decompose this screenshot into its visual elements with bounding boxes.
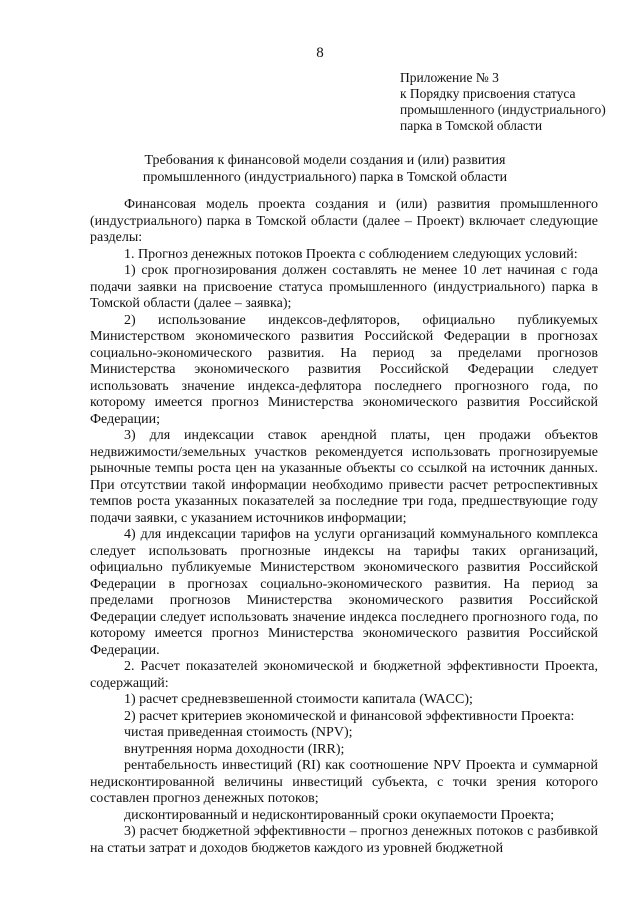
paragraph: 2. Расчет показателей экономической и бюджетной эффективности Проекта, содержащий: (90, 659, 598, 691)
title-line: Требования к финансовой модели создания и (или) развития (144, 153, 506, 168)
paragraph: рентабельность инвестиций (RI) как соотношение NPV Проекта и суммарной недисконтированной величины инвестиций субъекта, с точки зрения которого составлен прогноз денежных потоков; (90, 758, 598, 806)
paragraph: 4) для индексации тарифов на услуги организаций коммунального комплекса следует использовать прогнозные индексы на тарифы таких организаций, официально публикуемые Министерством экономического развития Российской Федерации в прогнозах социально-экономического развития. На период за пределами прогнозов Министерства экономического развития Российской Федерации следует использовать значение индекса последнего прогнозного года, по которому имеется прогноз Министерства экономического развития Российской Федерации. (90, 527, 598, 658)
document-body (90, 197, 598, 857)
paragraph: 3) расчет бюджетной эффективности – прогноз денежных потоков с разбивкой на статьи затрат и доходов бюджетов каждого из уровней бюджетной (90, 824, 598, 856)
document-title (90, 152, 560, 186)
paragraph: 3) для индексации ставок арендной платы, цен продажи объектов недвижимости/земельных участков рекомендуется использовать прогнозируемые рыночные темпы роста цен на указанные объекты со ссылкой на источник данных. При отсутствии такой информации необходимо привести расчет ретроспективных темпов роста указанных показателей за последние три года, предшествующие году подачи заявки, с указанием источников информации; (90, 428, 598, 526)
paragraph: 1) расчет средневзвешенной стоимости капитала (WACC); (124, 692, 473, 707)
paragraph: чистая приведенная стоимость (NPV); (124, 725, 353, 740)
paragraph: Финансовая модель проекта создания и (или) развития промышленного (индустриального) парка в Томской области (далее – Проект) включает следующие разделы: (90, 197, 598, 245)
paragraph: 2) расчет критериев экономической и финансовой эффективности Проекта: (124, 708, 575, 724)
appendix-line: парка в Томской области (400, 118, 543, 133)
paragraph: внутренняя норма доходности (IRR); (124, 741, 345, 757)
paragraph: 2) использование индексов-дефляторов, официально публикуемых Министерством экономического развития Российской Федерации в прогнозах социально-экономического развития. На период за пределами прогнозов Министерства экономического развития Российской Федерации следует использовать значение индекса-дефлятора последнего прогнозного года, по которому имеется прогноз Министерства экономического развития Российской Федерации; (90, 312, 598, 427)
paragraph: дисконтированный и недисконтированный сроки окупаемости Проекта; (124, 807, 555, 823)
title-line: промышленного (индустриального) парка в Томской области (142, 170, 508, 185)
page-number: 8 (316, 45, 324, 61)
paragraph: 1. Прогноз денежных потоков Проекта с соблюдением следующих условий: (124, 246, 578, 262)
appendix-line: Приложение № 3 (400, 70, 499, 85)
appendix-note (400, 70, 606, 134)
paragraph: 1) срок прогнозирования должен составлять не менее 10 лет начиная с года подачи заявки на присвоение статуса промышленного (индустриального) парка в Томской области (далее – заявка); (90, 263, 598, 311)
appendix-line: к Порядку присвоения статуса (400, 86, 576, 101)
appendix-line: промышленного (индустриального) (400, 102, 606, 117)
